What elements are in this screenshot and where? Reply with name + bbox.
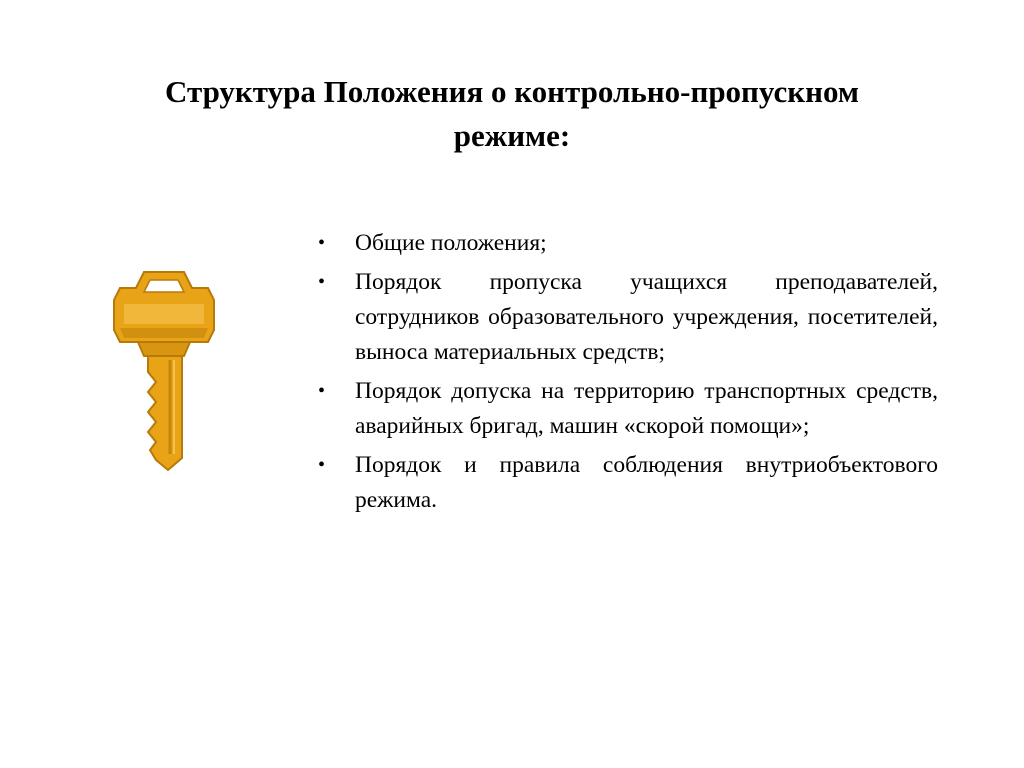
slide-title-line-1: Структура Положения о контрольно-пропускном xyxy=(165,74,859,109)
key-blade xyxy=(148,356,182,470)
bullet-dot: • xyxy=(318,454,326,476)
bullet-dot: • xyxy=(318,232,326,254)
list-item-text: Порядок пропуска учащихся преподавателей, сотрудников образовательного учреждения, посетителей, выноса материальных средств; xyxy=(355,269,938,365)
key-icon xyxy=(104,266,224,476)
list-item xyxy=(318,226,938,261)
key-bow-hole xyxy=(144,280,184,292)
slide-title-line-2: режиме: xyxy=(453,118,571,153)
list-item-text: Порядок и правила соблюдения внутриобъектового режима. xyxy=(355,452,938,513)
list-item xyxy=(318,265,938,370)
slide-title xyxy=(112,70,912,158)
list-item xyxy=(318,448,938,518)
list-item-text: Общие положения; xyxy=(355,230,547,256)
list-item-text: Порядок допуска на территорию транспортных средств, аварийных бригад, машин «скорой помощи»; xyxy=(355,378,938,439)
bullet-dot: • xyxy=(318,271,326,293)
list-item xyxy=(318,374,938,444)
key-shoulder xyxy=(138,342,190,356)
bullet-dot: • xyxy=(318,380,326,402)
bullet-list xyxy=(318,226,938,522)
